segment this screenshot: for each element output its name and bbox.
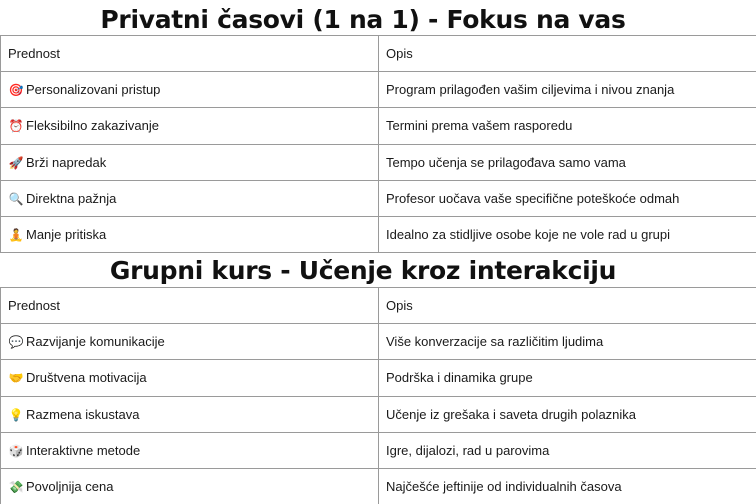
table-row xyxy=(1,108,756,144)
section-title-private: Privatni časovi (1 na 1) - Fokus na vas xyxy=(100,5,626,34)
benefit-cell xyxy=(1,396,379,432)
benefit-label: Razvijanje komunikacije xyxy=(26,334,165,350)
description-cell: Tempo učenja se prilagođava samo vama xyxy=(379,144,756,180)
column-header-benefit: Prednost xyxy=(1,36,379,72)
private-lessons-table xyxy=(0,35,756,253)
description-cell: Program prilagođen vašim ciljevima i nivou znanja xyxy=(379,72,756,108)
benefit-cell xyxy=(1,108,379,144)
table-row xyxy=(1,432,756,468)
benefit-label: Direktna pažnja xyxy=(26,190,117,206)
description-cell: Podrška i dinamika grupe xyxy=(379,360,756,396)
table-row xyxy=(1,180,756,216)
table-row xyxy=(1,396,756,432)
benefit-label: Manje pritiska xyxy=(26,227,107,243)
table-row xyxy=(1,360,756,396)
table-row xyxy=(1,72,756,108)
target-icon: 🎯 xyxy=(8,83,24,98)
alarm-clock-icon: ⏰ xyxy=(8,119,24,134)
table-row xyxy=(1,324,756,360)
speech-bubble-icon: 💬 xyxy=(8,335,24,350)
money-icon: 💸 xyxy=(8,480,24,495)
benefit-label: Razmena iskustava xyxy=(26,406,140,422)
benefit-cell xyxy=(1,216,379,252)
rocket-icon: 🚀 xyxy=(8,155,24,170)
section-title-group: Grupni kurs - Učenje kroz interakciju xyxy=(109,256,617,285)
description-cell: Najčešće jeftinije od individualnih časova xyxy=(379,468,756,504)
description-cell: Učenje iz grešaka i saveta drugih polaznika xyxy=(379,396,756,432)
handshake-icon: 🤝 xyxy=(8,371,24,386)
benefit-cell xyxy=(1,360,379,396)
description-cell: Termini prema vašem rasporedu xyxy=(379,108,756,144)
description-cell: Profesor uočava vaše specifične poteškoće odmah xyxy=(379,180,756,216)
benefit-cell xyxy=(1,324,379,360)
description-cell: Igre, dijalozi, rad u parovima xyxy=(379,432,756,468)
table-row xyxy=(1,144,756,180)
benefit-label: Personalizovani pristup xyxy=(26,82,161,98)
table-header-row xyxy=(1,288,756,324)
meditation-icon: 🧘 xyxy=(8,228,24,243)
magnifier-icon: 🔍 xyxy=(8,191,24,206)
column-header-benefit: Prednost xyxy=(1,288,379,324)
column-header-description: Opis xyxy=(379,288,756,324)
table-row xyxy=(1,468,756,504)
dice-icon: 🎲 xyxy=(8,443,24,458)
benefit-cell xyxy=(1,432,379,468)
table-row xyxy=(1,216,756,252)
benefit-label: Interaktivne metode xyxy=(26,442,141,458)
description-cell: Više konverzacije sa različitim ljudima xyxy=(379,324,756,360)
light-bulb-icon: 💡 xyxy=(8,407,24,422)
group-course-table xyxy=(0,287,756,504)
benefit-label: Fleksibilno zakazivanje xyxy=(26,118,159,134)
benefit-label: Brži napredak xyxy=(26,154,107,170)
benefit-cell xyxy=(1,72,379,108)
column-header-description: Opis xyxy=(379,36,756,72)
benefit-cell xyxy=(1,180,379,216)
table-header-row xyxy=(1,36,756,72)
benefit-label: Povoljnija cena xyxy=(26,479,114,495)
benefit-cell xyxy=(1,144,379,180)
description-cell: Idealno za stidljive osobe koje ne vole rad u grupi xyxy=(379,216,756,252)
benefit-cell xyxy=(1,468,379,504)
benefit-label: Društvena motivacija xyxy=(26,370,147,386)
